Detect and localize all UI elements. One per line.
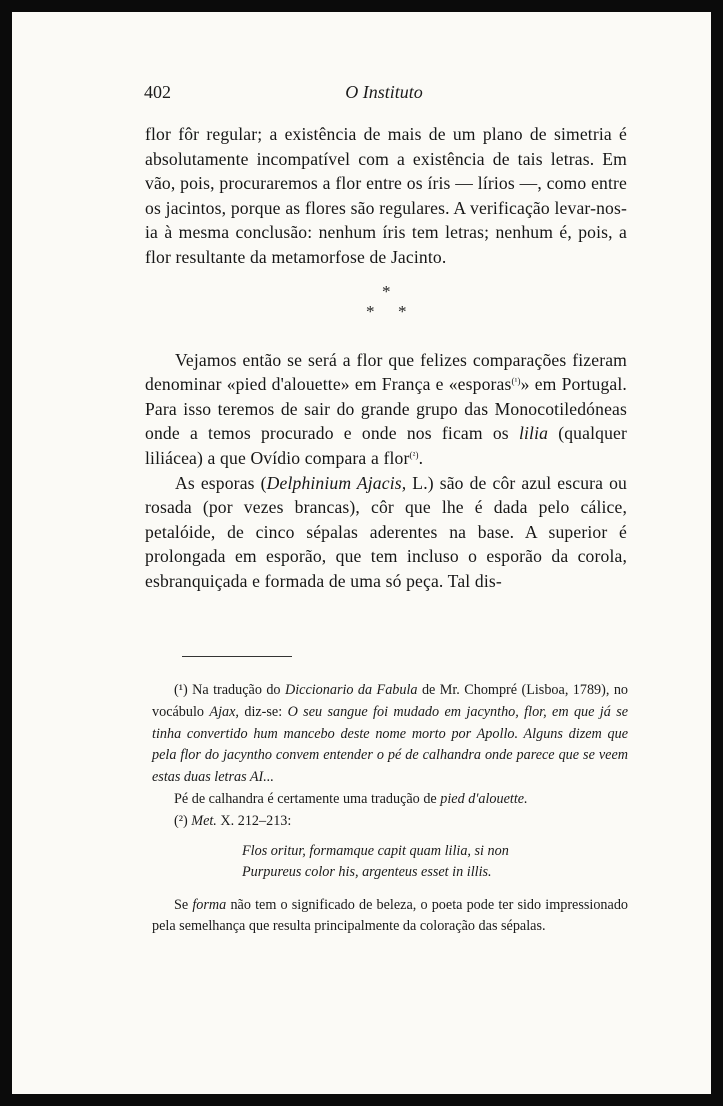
footnote-2: (²) Met. X. 212–213: [174, 812, 292, 829]
species-name: Delphinium Ajacis, [266, 472, 407, 493]
latin-verse [152, 841, 628, 883]
emphasis-lilia: lilia [518, 423, 549, 444]
running-head [144, 82, 624, 108]
paragraph-3: As esporas (Delphinium Ajacis, L.) são de côr azul escura ou rosada (por vezes brancas), côr que lhe é dada pelo cálice, petalóide, de cinco sépalas aderentes na base. A superior é prolongada em esporão, que tem incluso o esporão da corola, esbranquiçada e formada de uma só peça. Tal dis- [145, 472, 627, 591]
asterisk: * [382, 281, 391, 301]
journal-title: O Instituto [345, 82, 423, 102]
footnote-1-continued: Pé de calhandra é certamente uma tradução de pied d'alouette. [174, 790, 528, 807]
section-break-asterisks [145, 276, 627, 326]
footnote-ref-1: (¹) [511, 376, 521, 387]
footnote-ref-2: (²) [409, 449, 419, 460]
paragraph-2: Vejamos então se será a flor que felizes comparações fizeram denominar «pied d'alouette» em França e «esporas$^{(^1)}$» em Portugal. Para isso teremos de sair do grande grupo das Monocotiledóneas onde a temos procurado e onde nos ficam os lilia (qualquer liliácea) a que Ovídio compara a flor$^{(^2)}$. [145, 349, 627, 468]
asterisk: * [398, 301, 407, 321]
footnotes [152, 680, 628, 938]
verse-line: Purpureus color his, argenteus esset in illis. [242, 863, 492, 880]
footnote-1: (¹) Na tradução do Diccionario da Fabula de Mr. Chompré (Lisboa, 1789), no vocábulo Ajax, diz-se: O seu sangue foi mudado em jacyntho, flor, em que já se tinha convertido hum mancebo deste nome morto por Apollo. Alguns dizem que pela flor do jacyntho convem entender o pé de calhandra onde parece que se veem estas duas letras AI... [152, 682, 629, 786]
footnote-rule [182, 656, 292, 657]
book-page [12, 12, 711, 1094]
verse-line: Flos oritur, formamque capit quam lilia, si non [242, 842, 509, 859]
footnote-quote: O seu sangue foi mudado em jacyntho, flor, em que já se tinha convertido hum mancebo deste nome morto por Apollo. Alguns dizem que pela flor do jacyntho convem entender o pé de calhandra onde parece que se veem estas duas letras AI... [152, 703, 629, 786]
asterisk: * [366, 301, 375, 321]
body-text [145, 122, 627, 594]
paragraph-1: flor fôr regular; a existência de mais de um plano de simetria é absolutamente incompatível com a existência de tais letras. Em vão, pois, procuraremos a flor entre os íris — lírios —, como entre os jacintos, porque as flores são regulares. A verificação levar-nos-ia à mesma conclusão: nenhum íris tem letras; nenhum é, pois, a flor resultante da metamorfose de Jacinto. [145, 124, 627, 267]
footnote-closing: Se forma não tem o significado de beleza, o poeta pode ter sido impressionado pela semelhança que resulta principalmente da coloração das sépalas. [152, 896, 629, 935]
page-number: 402 [144, 82, 171, 102]
